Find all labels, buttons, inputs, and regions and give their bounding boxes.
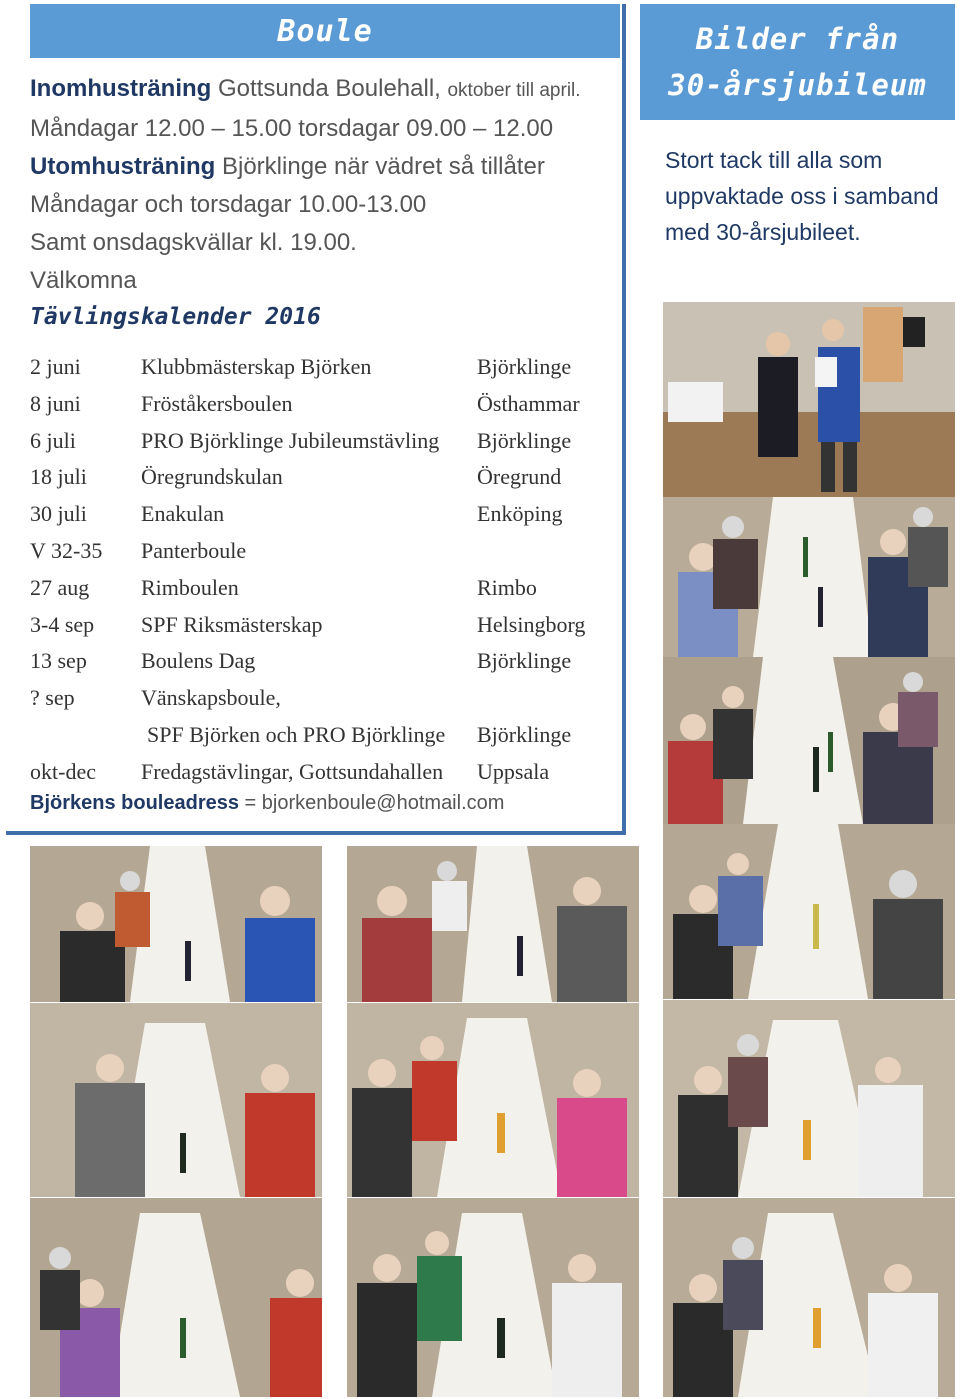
photo-banquet [663,657,955,824]
calendar-row: SPF Björken och PRO Björklinge Björklinge [147,721,572,747]
info-line: Måndagar och torsdagar 10.00-13.00 [30,191,427,218]
calendar-row: 13 sep Boulens Dag Björklinge [30,648,572,674]
calendar-row: 8 juni Fröståkersboulen Östhammar [30,390,580,416]
photo-banquet [30,1003,322,1197]
calendar-row: 2 juni Klubbmästerskap Björken Björklinge [30,354,572,379]
photo-banquet [347,1003,639,1197]
calendar-row: ? sep Vänskapsboule, [30,685,281,711]
photo-banquet [347,846,639,1002]
calendar-row: okt-dec Fredagstävlingar, Gottsundahallen Uppsala [30,758,550,784]
photo-banquet [30,846,322,1002]
email-label: Björkens bouleadress [30,792,239,814]
calendar-row: 27 aug Rimboulen Rimbo [30,574,537,600]
calendar-row: 18 juli Öregrundskulan Öregrund [30,464,562,490]
training-info [30,70,630,300]
info-line: Utomhusträning Björklinge när vädret så tillåter [30,153,545,180]
info-line: Välkomna [30,267,137,294]
thanks-text: Stort tack till alla som uppvaktade oss i samband med 30-årsjubileet. [665,147,939,245]
photo-banquet [663,1198,955,1397]
email-line: Björkens bouleadress = bjorkenboule@hotmail.com [30,792,505,814]
calendar-title: Tävlingskalender 2016 [30,304,321,330]
email-address[interactable]: bjorkenboule@hotmail.com [261,792,505,814]
calendar-row: 3-4 sep SPF Riksmästerskap Helsingborg [30,611,586,637]
bilder-title-line2: 30-årsjubileum [668,68,927,102]
bilder-title-line1: Bilder från [695,22,900,56]
photo-banquet [30,1198,322,1397]
photo-speakers [663,302,955,497]
boule-header [30,4,620,58]
photo-banquet [663,824,955,999]
photo-banquet [663,497,955,657]
info-line: Samt onsdagskvällar kl. 19.00. [30,229,357,256]
bilder-header [640,4,955,120]
info-line: Inomhusträning Gottsunda Boulehall, oktober till april. [30,75,581,102]
info-line: Måndagar 12.00 – 15.00 torsdagar 09.00 – 12.00 [30,115,554,142]
calendar-row: V 32-35 Panterboule [30,537,247,563]
boule-title: Boule [277,13,373,49]
photo-banquet [663,1000,955,1197]
calendar-row: 30 juli Enakulan Enköping [30,501,563,527]
photo-banquet [347,1198,639,1397]
competition-calendar [30,349,630,791]
calendar-row: 6 juli PRO Björklinge Jubileumstävling Björklinge [30,427,572,453]
